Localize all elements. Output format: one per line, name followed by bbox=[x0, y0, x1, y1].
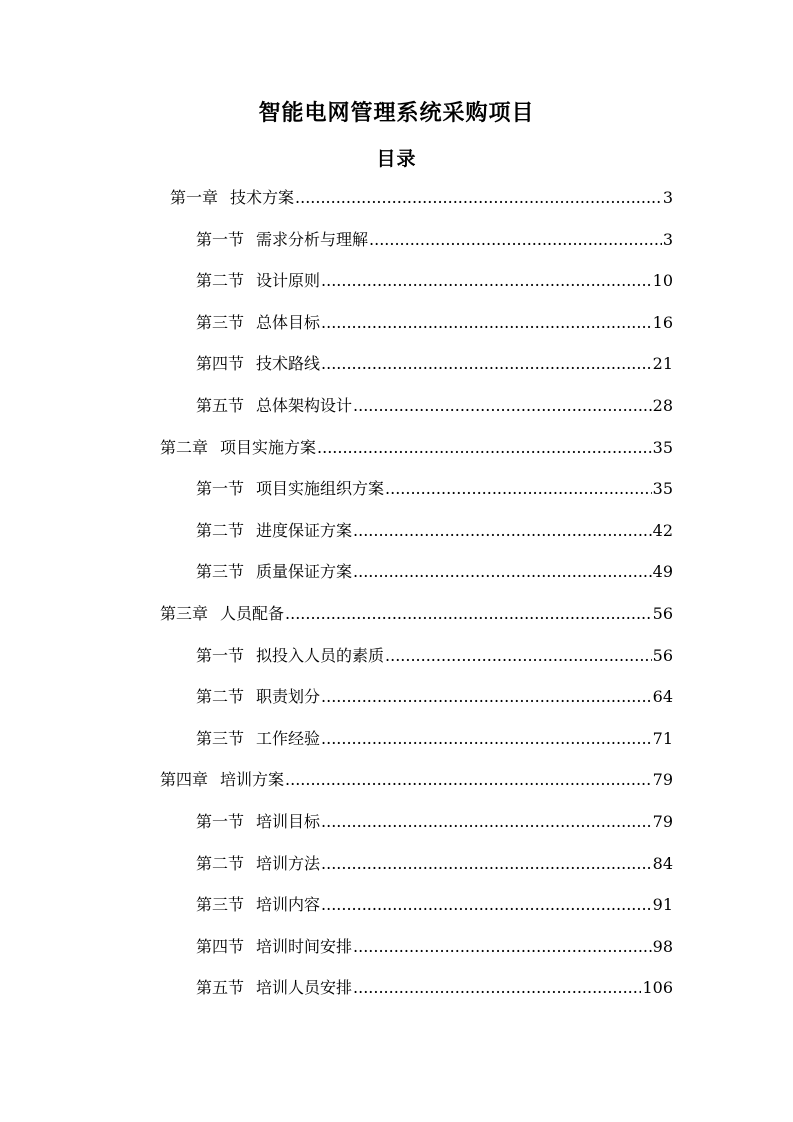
toc-entry-title: 培训方案 bbox=[220, 770, 285, 790]
toc-entry-title: 进度保证方案 bbox=[256, 520, 353, 540]
toc-page-number: 35 bbox=[652, 479, 673, 499]
toc-page-number: 10 bbox=[652, 271, 673, 291]
toc-page-number: 21 bbox=[652, 354, 673, 374]
toc-chapter-entry[interactable] bbox=[170, 185, 673, 211]
toc-section-entry[interactable] bbox=[196, 851, 673, 877]
toc-dot-leader bbox=[321, 851, 652, 877]
toc-page-number: 106 bbox=[642, 978, 673, 998]
toc-dot-leader bbox=[317, 435, 652, 461]
toc-section-entry[interactable] bbox=[196, 934, 673, 960]
toc-page-number: 79 bbox=[652, 812, 673, 831]
toc-dot-leader bbox=[353, 518, 652, 544]
toc-entry-title: 培训目标 bbox=[256, 812, 321, 831]
toc-page-number: 28 bbox=[652, 396, 673, 415]
toc-dot-leader bbox=[321, 268, 652, 294]
toc-section-entry[interactable] bbox=[196, 643, 673, 669]
toc-entry-number: 第二节 bbox=[196, 687, 245, 707]
toc-entry-title: 设计原则 bbox=[256, 271, 321, 291]
toc-entry-title: 培训时间安排 bbox=[256, 936, 353, 956]
toc-page-number: 49 bbox=[652, 562, 673, 582]
toc-section-entry[interactable] bbox=[196, 809, 673, 835]
toc-page-number: 3 bbox=[662, 188, 673, 207]
toc-chapter-entry[interactable] bbox=[160, 435, 673, 461]
toc-entry-number: 第一节 bbox=[196, 479, 245, 499]
toc-entry-number: 第二节 bbox=[196, 853, 245, 873]
toc-entry-number: 第一章 bbox=[170, 188, 219, 207]
toc-section-entry[interactable] bbox=[196, 559, 673, 585]
toc-entry-number: 第四节 bbox=[196, 936, 245, 956]
toc-entry-title: 项目实施方案 bbox=[220, 437, 317, 457]
toc-entry-number: 第三章 bbox=[160, 604, 209, 623]
toc-section-entry[interactable] bbox=[196, 892, 673, 918]
toc-section-entry[interactable] bbox=[196, 684, 673, 710]
toc-entry-number: 第五节 bbox=[196, 396, 245, 415]
toc-section-entry[interactable] bbox=[196, 268, 673, 294]
toc-section-entry[interactable] bbox=[196, 518, 673, 544]
toc-entry-title: 项目实施组织方案 bbox=[256, 479, 385, 499]
toc-dot-leader bbox=[321, 726, 652, 752]
toc-entry-number: 第三节 bbox=[196, 728, 245, 748]
toc-entry-title: 需求分析与理解 bbox=[256, 229, 369, 249]
toc-entry-title: 工作经验 bbox=[256, 728, 321, 748]
toc-page-number: 98 bbox=[652, 936, 673, 956]
toc-entry-title: 培训人员安排 bbox=[256, 978, 353, 998]
toc-dot-leader bbox=[353, 934, 652, 960]
toc-entry-number: 第三节 bbox=[196, 562, 245, 582]
toc-page-number: 64 bbox=[652, 687, 673, 707]
toc-dot-leader bbox=[385, 643, 652, 669]
toc-page-number: 84 bbox=[652, 853, 673, 873]
toc-entry-title: 技术路线 bbox=[256, 354, 321, 374]
toc-dot-leader bbox=[321, 809, 652, 835]
toc-heading: 目录 bbox=[376, 148, 417, 170]
toc-section-entry[interactable] bbox=[196, 476, 673, 502]
toc-page-number: 56 bbox=[652, 604, 673, 623]
toc-section-entry[interactable] bbox=[196, 726, 673, 752]
toc-page-number: 91 bbox=[652, 895, 673, 915]
toc-entry-number: 第二章 bbox=[160, 437, 209, 457]
toc-dot-leader bbox=[285, 767, 652, 793]
toc-section-entry[interactable] bbox=[196, 310, 673, 336]
toc-page-number: 56 bbox=[652, 645, 673, 665]
toc-page-number: 35 bbox=[652, 437, 673, 457]
toc-chapter-entry[interactable] bbox=[160, 601, 673, 627]
toc-dot-leader bbox=[321, 892, 652, 918]
toc-entry-title: 人员配备 bbox=[220, 604, 285, 623]
document-title: 智能电网管理系统采购项目 bbox=[258, 101, 535, 126]
toc-entry-number: 第一节 bbox=[196, 812, 245, 831]
toc-dot-leader bbox=[321, 351, 652, 377]
toc-page-number: 3 bbox=[662, 229, 673, 249]
toc-dot-leader bbox=[353, 975, 641, 1001]
toc-section-entry[interactable] bbox=[196, 227, 673, 253]
toc-section-entry[interactable] bbox=[196, 393, 673, 419]
toc-entry-number: 第四章 bbox=[160, 770, 209, 790]
toc-dot-leader bbox=[353, 559, 652, 585]
toc-dot-leader bbox=[385, 476, 652, 502]
toc-section-entry[interactable] bbox=[196, 351, 673, 377]
toc-entry-title: 总体目标 bbox=[256, 312, 321, 332]
toc-dot-leader bbox=[321, 310, 652, 336]
toc-entry-number: 第一节 bbox=[196, 645, 245, 665]
toc-page-number: 79 bbox=[652, 770, 673, 790]
toc-entry-number: 第五节 bbox=[196, 978, 245, 998]
toc-entry-title: 质量保证方案 bbox=[256, 562, 353, 582]
toc-entry-number: 第三节 bbox=[196, 895, 245, 915]
toc-entry-number: 第三节 bbox=[196, 312, 245, 332]
toc-entry-title: 拟投入人员的素质 bbox=[256, 645, 385, 665]
toc-dot-leader bbox=[369, 227, 662, 253]
toc-dot-leader bbox=[285, 601, 652, 627]
toc-entry-number: 第四节 bbox=[196, 354, 245, 374]
toc-chapter-entry[interactable] bbox=[160, 767, 673, 793]
toc-dot-leader bbox=[353, 393, 652, 419]
toc-page-number: 16 bbox=[652, 312, 673, 332]
toc-entry-number: 第二节 bbox=[196, 520, 245, 540]
toc-section-entry[interactable] bbox=[196, 975, 673, 1001]
toc-page-number: 71 bbox=[652, 728, 673, 748]
toc-entry-title: 总体架构设计 bbox=[256, 396, 353, 415]
toc-entry-title: 培训内容 bbox=[256, 895, 321, 915]
toc-dot-leader bbox=[321, 684, 652, 710]
toc-entry-title: 技术方案 bbox=[230, 188, 295, 207]
toc-entry-title: 职责划分 bbox=[256, 687, 321, 707]
toc-dot-leader bbox=[295, 185, 662, 211]
toc-entry-number: 第一节 bbox=[196, 229, 245, 249]
toc-entry-number: 第二节 bbox=[196, 271, 245, 291]
toc-entry-title: 培训方法 bbox=[256, 853, 321, 873]
toc-page-number: 42 bbox=[652, 520, 673, 540]
